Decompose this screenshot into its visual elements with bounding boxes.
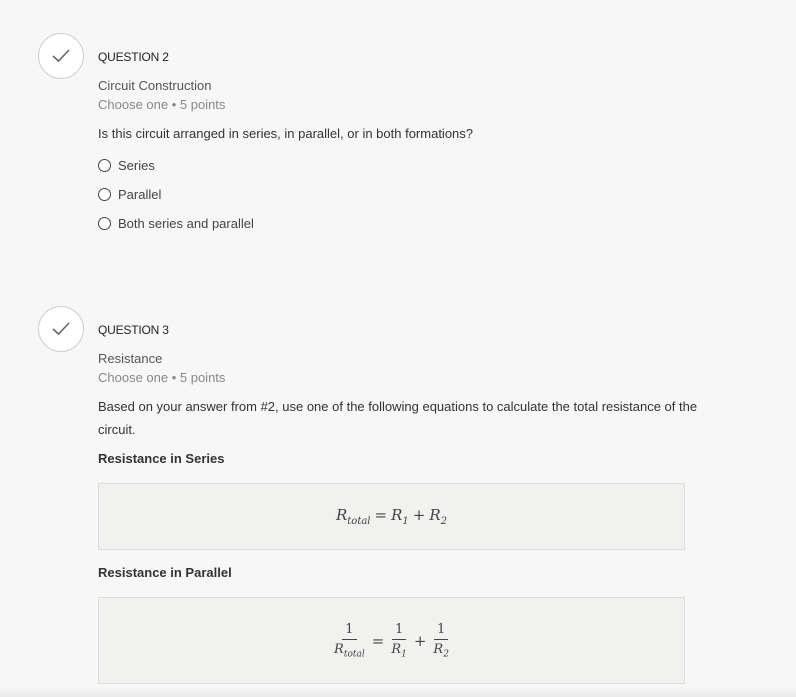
series-equation-box <box>98 483 685 550</box>
question-3-meta: Choose one • 5 points <box>98 370 226 385</box>
parallel-equation: $\frac{1}{R_{total}}$ = $\frac{1}{R_1}$ + $\frac{1}{R_2}$ <box>334 621 449 660</box>
checkmark-icon <box>52 322 70 336</box>
option-label: Both series and parallel <box>118 216 254 231</box>
option-both[interactable] <box>98 216 254 231</box>
parallel-heading: Resistance in Parallel <box>98 565 232 580</box>
series-equation: $R_{total} = R_1 + R_2$ <box>335 506 447 527</box>
question-2-title: Circuit Construction <box>98 78 212 93</box>
question-2-prompt: Is this circuit arranged in series, in parallel, or in both formations? <box>98 126 474 141</box>
question-3-title: Resistance <box>98 351 163 366</box>
question-2-number: QUESTION 2 <box>98 50 169 64</box>
parallel-equation-box <box>98 597 685 684</box>
option-parallel[interactable] <box>98 187 161 202</box>
radio-button[interactable] <box>98 217 111 230</box>
radio-button[interactable] <box>98 188 111 201</box>
radio-button[interactable] <box>98 159 111 172</box>
question-3-complete-check <box>38 306 84 352</box>
question-3-prompt: Based on your answer from #2, use one of the following equations to calculate the total resistance of the circuit. <box>98 399 698 437</box>
option-label: Parallel <box>118 187 162 202</box>
option-series[interactable] <box>98 158 155 173</box>
question-3-number: QUESTION 3 <box>98 323 169 337</box>
option-label: Series <box>118 158 155 173</box>
bottom-edge-shadow <box>0 687 796 697</box>
checkmark-icon <box>52 49 70 63</box>
question-2-meta: Choose one • 5 points <box>98 97 226 112</box>
question-2-complete-check <box>38 33 84 79</box>
series-heading: Resistance in Series <box>98 451 225 466</box>
